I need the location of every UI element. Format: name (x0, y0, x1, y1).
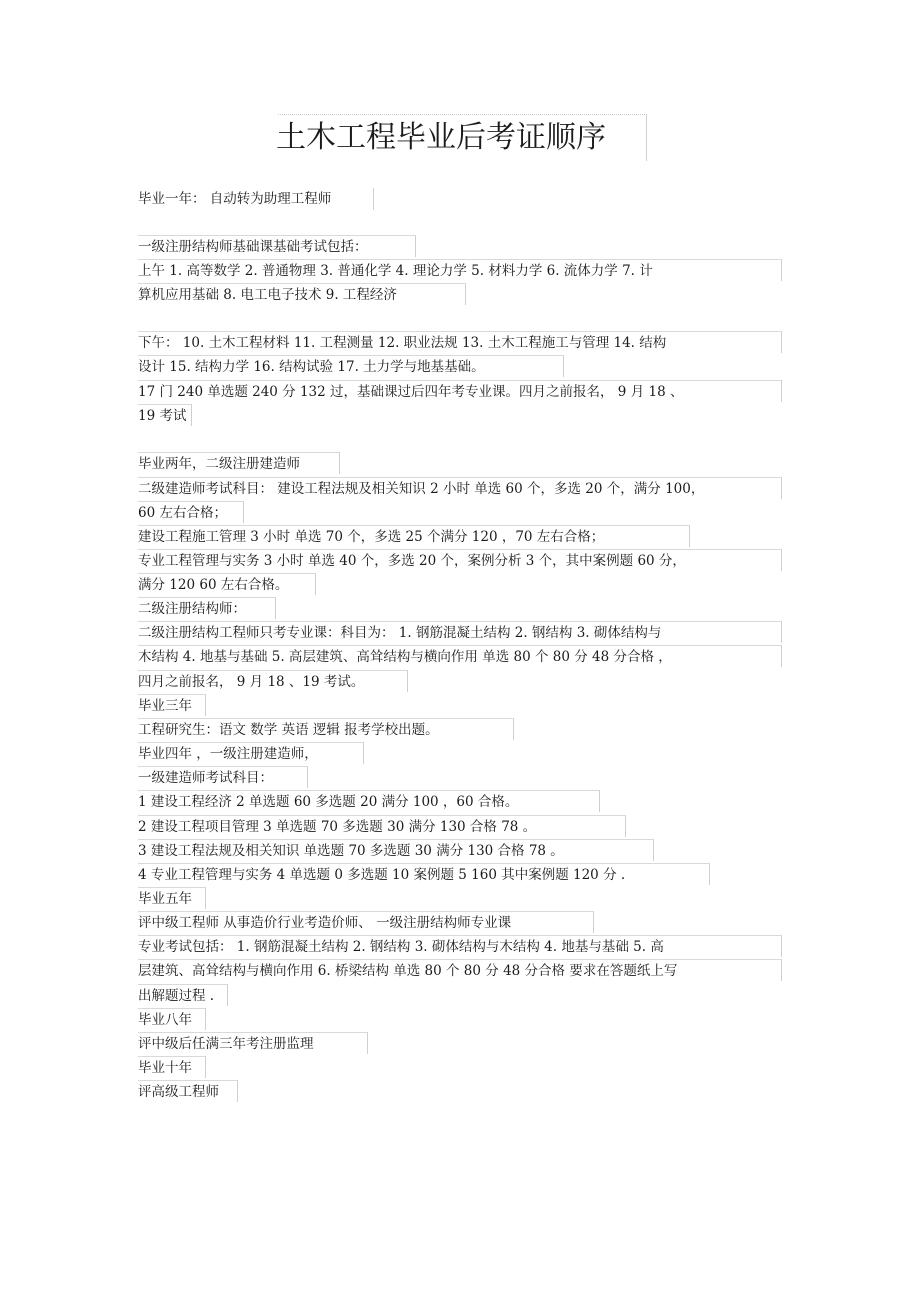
text-line: 毕业一年： 自动转为助理工程师 (138, 188, 374, 210)
text-line: 下午： 10. 土木工程材料 11. 工程测量 12. 职业法规 13. 土木工程施工与管理 14. 结构 (138, 331, 782, 353)
page-title: 土木工程毕业后考证顺序 (276, 120, 606, 155)
text-line: 60 左右合格； (138, 501, 244, 523)
text-line: 毕业八年 (138, 1008, 206, 1030)
text-line: 专业工程管理与实务 3 小时 单选 40 个，多选 20 个，案例分析 3 个，其中案例题 60 分， (138, 549, 782, 571)
text-line: 上午 1. 高等数学 2. 普通物理 3. 普通化学 4. 理论力学 5. 材料力学 6. 流体力学 7. 计 (138, 259, 782, 281)
text-line: 评高级工程师 (138, 1080, 238, 1102)
text-line: 专业考试包括： 1. 钢筋混凝土结构 2. 钢结构 3. 砌体结构与木结构 4. 地基与基础 5. 高 (138, 935, 782, 957)
text-line: 一级建造师考试科目： (138, 766, 308, 788)
text-line: 木结构 4. 地基与基础 5. 高层建筑、高耸结构与横向作用 单选 80 个 80 分 48 分合格 ， (138, 645, 782, 667)
text-line: 算机应用基础 8. 电工电子技术 9. 工程经济 (138, 283, 466, 305)
text-line: 评中级工程师 从事造价行业考造价师、 一级注册结构师专业课 (138, 911, 594, 933)
text-line: 设计 15. 结构力学 16. 结构试验 17. 土力学与地基基础。 (138, 355, 564, 377)
text-line: 毕业五年 (138, 887, 206, 909)
text-line: 17 门 240 单选题 240 分 132 过，基础课过后四年考专业课。四月之前报名， 9 月 18 、 (138, 380, 782, 402)
text-line: 建设工程施工管理 3 小时 单选 70 个，多选 25 个满分 120 ，70 左右合格； (138, 525, 690, 547)
text-line: 满分 120 60 左右合格。 (138, 573, 316, 595)
text-line: 2 建设工程项目管理 3 单选题 70 多选题 30 满分 130 合格 78 。 (138, 815, 626, 837)
text-line: 二级建造师考试科目： 建设工程法规及相关知识 2 小时 单选 60 个，多选 20 个，满分 100， (138, 477, 782, 499)
text-line: 出解题过程 . (138, 984, 228, 1006)
text-line: 二级注册结构师： (138, 597, 276, 619)
text-line: 四月之前报名， 9 月 18 、19 考试。 (138, 670, 408, 692)
text-line: 二级注册结构工程师只考专业课：科目为： 1. 钢筋混凝土结构 2. 钢结构 3. 砌体结构与 (138, 621, 782, 643)
text-line: 毕业四年 ，一级注册建造师， (138, 742, 364, 764)
text-line: 19 考试 (138, 404, 192, 426)
text-line: 4 专业工程管理与实务 4 单选题 0 多选题 10 案例题 5 160 其中案例题 120 分 . (138, 863, 710, 885)
text-line: 工程研究生：语文 数学 英语 逻辑 报考学校出题。 (138, 718, 514, 740)
text-line: 层建筑、高耸结构与横向作用 6. 桥梁结构 单选 80 个 80 分 48 分合格 要求在答题纸上写 (138, 959, 782, 981)
text-line: 1 建设工程经济 2 单选题 60 多选题 20 满分 100 ，60 合格。 (138, 790, 600, 812)
text-line: 毕业两年，二级注册建造师 (138, 452, 340, 474)
text-line: 一级注册结构师基础课基础考试包括： (138, 235, 416, 257)
text-line: 3 建设工程法规及相关知识 单选题 70 多选题 30 满分 130 合格 78 。 (138, 839, 654, 861)
text-line: 评中级后任满三年考注册监理 (138, 1032, 368, 1054)
text-line: 毕业三年 (138, 694, 206, 716)
text-line: 毕业十年 (138, 1056, 206, 1078)
